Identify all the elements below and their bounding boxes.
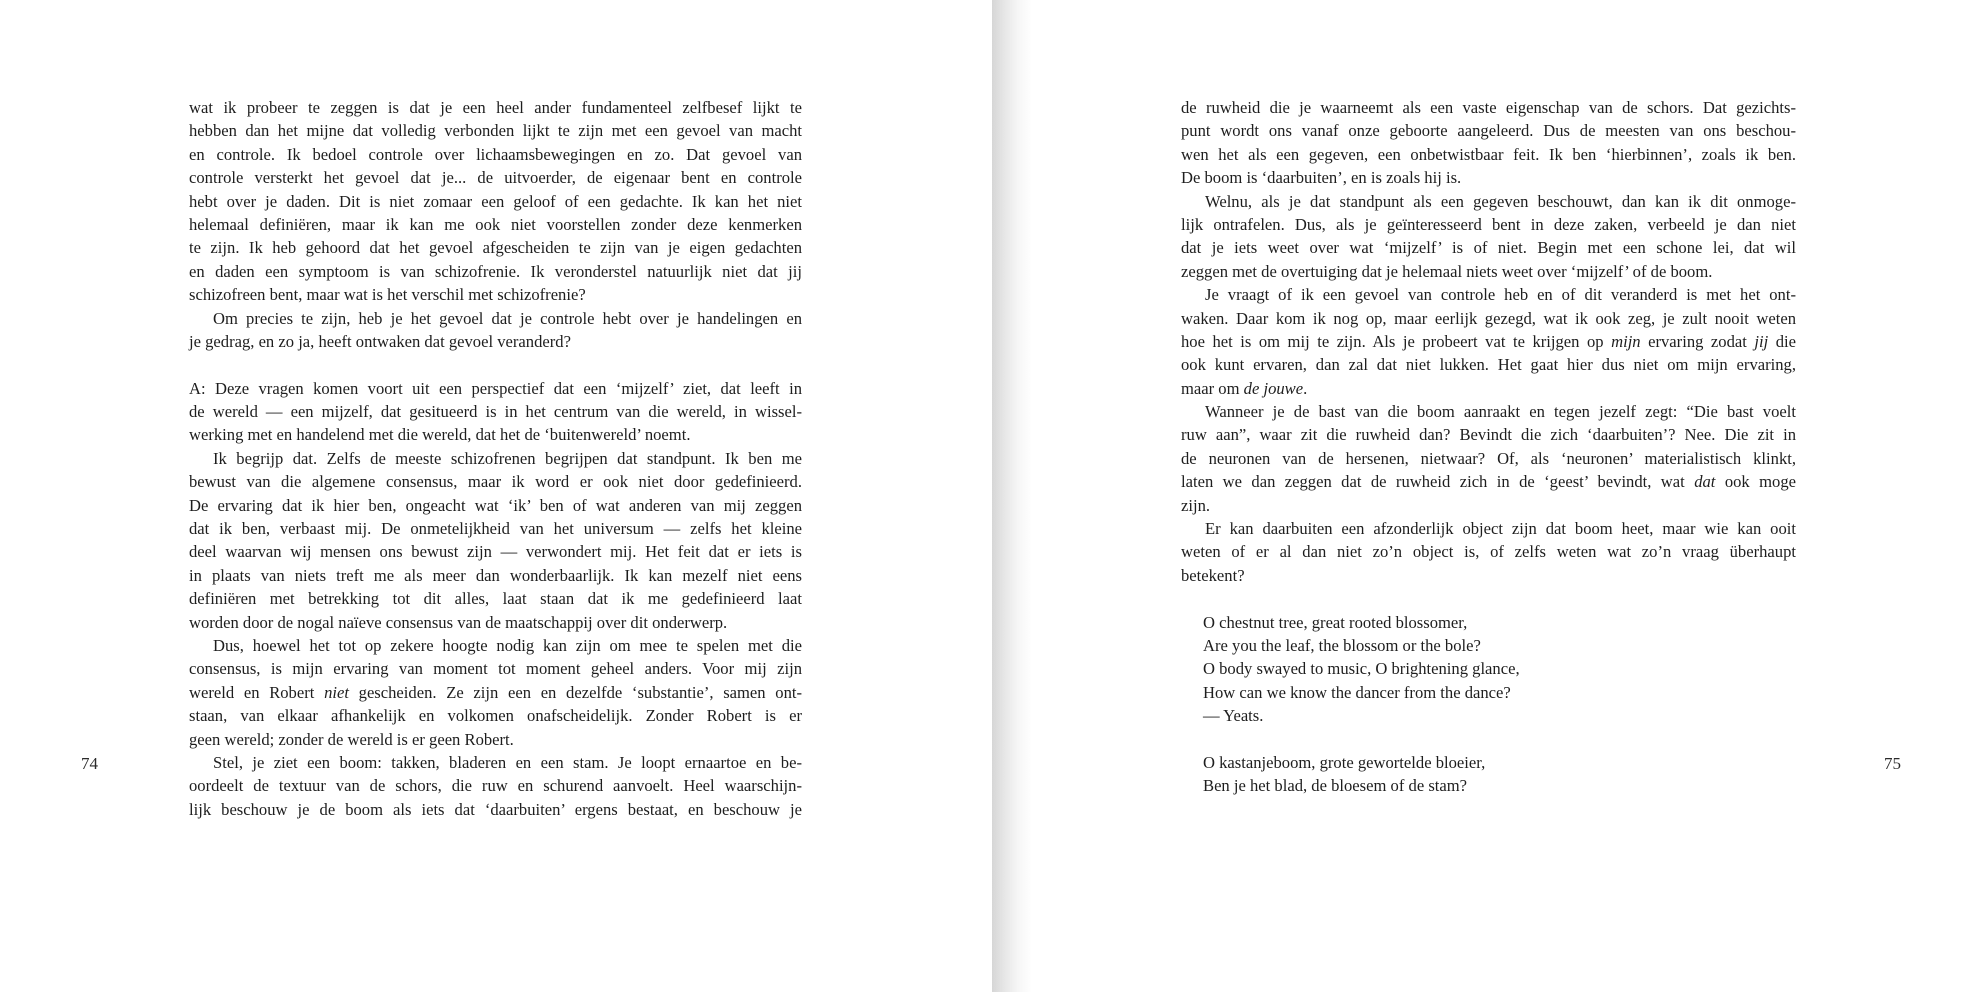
text-line: geen wereld; zonder de wereld is er geen Robert. [189,729,514,749]
text-line: en daden een symptoom is van schizofrenie. Ik veronderstel natuurlijk niet dat jij [189,261,802,281]
text-line: Om precies te zijn, heb je het gevoel dat je controle hebt over je handelingen en [213,308,802,328]
text-run: die [1768,331,1797,351]
text-line: punt wordt ons vanaf onze geboorte aangeleerd. Dus de meesten van ons beschou- [1181,121,1796,141]
text-line: A: Deze vragen komen voort uit een perspectief dat een ‘mijzelf’ ziet, dat leeft in [189,378,802,398]
text-line [189,681,802,704]
right-page-text [1181,96,1796,798]
text-line [1181,377,1796,400]
text-line: ook kunt ervaren, dan zal dat niet lukken. Het gaat hier dus niet om mijn ervaring, [1181,355,1796,375]
gutter-shadow [992,0,1032,992]
text-line [1181,470,1796,493]
text-line: weten of er al dan niet zo’n object is, of zelfs weten wat zo’n vraag überhaupt [1181,542,1796,562]
text-line: hebt over je daden. Dit is niet zomaar een geloof of een gedachte. Ik kan het niet [189,191,802,211]
text-line: oordeelt de textuur van de schors, die ruw en schurend aanvoelt. Heel waarschijn- [189,776,802,796]
text-line: in plaats van niets treft me als meer dan wonderbaarlijk. Ik kan mezelf niet eens [189,565,802,585]
text-line: dat je iets weet over wat ‘mijzelf’ is of niet. Begin met een schone lei, dat wil [1181,238,1796,258]
text-line: je gedrag, en zo ja, heeft ontwaken dat gevoel veranderd? [189,331,571,351]
text-line: lijk beschouw je de boom als iets dat ‘daarbuiten’ ergens bestaat, en beschouw je [189,799,802,819]
text-line: dat ik ben, verbaast mij. De onmetelijkheid van het universum — zelfs het kleine [189,519,802,539]
poem-attribution: — Yeats. [1203,706,1264,726]
italic-emphasis: de jouwe [1243,378,1304,398]
text-line: hebben dan het mijne dat volledig verbonden lijkt te zijn met een gevoel van macht [189,121,802,141]
poem-line: Ben je het blad, de bloesem of de stam? [1203,776,1468,796]
italic-emphasis: jij [1754,331,1769,351]
text-line: Je vraagt of ik een gevoel van controle heb en of dit veranderd is met het ont- [1205,285,1796,305]
text-line: lijk ontrafelen. Dus, als je geïnteresseerd bent in deze zaken, verbeeld je dan niet [1181,214,1796,234]
text-line: Ik begrijp dat. Zelfs de meeste schizofrenen begrijpen dat standpunt. Ik ben me [213,448,802,468]
text-run: . [1303,378,1308,398]
text-line: waken. Daar kom ik nog op, maar eerlijk gezegd, wat ik ook zeg, je zult nooit weten [1181,308,1796,328]
text-line: Er kan daarbuiten een afzonderlijk object zijn dat boom heet, maar wie kan ooit [1205,519,1796,539]
text-line: de neuronen van de hersenen, nietwaar? Of, als ‘neuronen’ materialistisch klinkt, [1181,448,1796,468]
text-line: de ruwheid die je waarneemt als een vaste eigenschap van de schors. Dat gezichts- [1181,98,1796,117]
text-line: helemaal definiëren, maar ik kan me ook niet voorstellen zonder deze kenmerken [189,214,802,234]
text-run: ook moge [1715,472,1796,492]
italic-emphasis: dat [1694,472,1716,492]
text-line: Stel, je ziet een boom: takken, bladeren en een stam. Je loopt ernaartoe en be- [213,752,802,772]
right-page [992,0,1984,992]
text-line: De boom is ‘daarbuiten’, en is zoals hij is. [1181,168,1462,188]
text-line: staan, van elkaar afhankelijk en volkomen onafscheidelijk. Zonder Robert is er [189,706,802,726]
text-line: zijn. [1181,495,1211,515]
text-run: hoe het is om mij te zijn. Als je probeert vat te krijgen op [1181,331,1612,351]
text-line: controle versterkt het gevoel dat je... de uitvoerder, de eigenaar bent en controle [189,168,802,188]
italic-emphasis: niet [324,682,349,702]
text-line: definiëren met betrekking tot dit alles, laat staan dat ik me gedefinieerd laat [189,589,802,609]
text-line: wat ik probeer te zeggen is dat je een heel ander fundamenteel zelfbesef lijkt te [189,98,802,117]
blank-line [1181,587,1796,610]
text-run: wereld en Robert [189,682,325,702]
text-line: consensus, is mijn ervaring van moment tot moment geheel anders. Voor mij zijn [189,659,802,679]
text-run: ervaring zodat [1640,331,1755,351]
poem-line: O chestnut tree, great rooted blossomer, [1203,612,1468,632]
poem-line: Are you the leaf, the blossom or the bole? [1203,635,1481,655]
text-line: De ervaring dat ik hier ben, ongeacht wat ‘ik’ ben of wat anderen van mij zeggen [189,495,802,515]
text-line: worden door de nogal naïeve consensus van de maatschappij over dit onderwerp. [189,612,728,632]
text-line: deel waarvan wij mensen ons bewust zijn — verwondert mij. Het feit dat er iets is [189,542,802,562]
text-line: ruw aan”, waar zit die ruwheid dan? Bevindt die zich ‘daarbuiten’? Nee. Die zit in [1181,425,1796,445]
text-line: betekent? [1181,565,1245,585]
page-number: 74 [81,754,98,773]
text-line: de wereld — een mijzelf, dat gesitueerd is in het centrum van die wereld, in wissel- [189,402,802,422]
text-line [1181,330,1796,353]
text-line: te zijn. Ik heb gehoord dat het gevoel afgescheiden te zijn van je eigen gedachten [189,238,802,258]
poem-line: How can we know the dancer from the dance? [1203,682,1511,702]
text-run: laten we dan zeggen dat de ruwheid zich in de ‘geest’ bevindt, wat [1181,472,1695,492]
text-line: Wanneer je de bast van die boom aanraakt en tegen jezelf zegt: “Die bast voelt [1205,402,1796,422]
text-line: Welnu, als je dat standpunt als een gegeven beschouwt, dan kan ik dit onmoge- [1205,191,1796,211]
blank-line [189,353,802,376]
text-line: Dus, hoewel het tot op zekere hoogte nodig kan zijn om mee te spelen met die [213,635,802,655]
poem-line: O body swayed to music, O brightening glance, [1203,659,1520,679]
italic-emphasis: mijn [1611,331,1641,351]
text-run: gescheiden. Ze zijn een en dezelfde ‘substantie’, samen ont- [348,682,803,702]
blank-line [1181,728,1796,751]
text-line: en controle. Ik bedoel controle over lichaamsbewegingen en zo. Dat gevoel van [189,144,802,164]
left-page-text [189,96,802,821]
text-line: wen het als een gegeven, een onbetwistbaar feit. Ik ben ‘hierbinnen’, zoals ik ben. [1181,144,1796,164]
text-line: schizofreen bent, maar wat is het verschil met schizofrenie? [189,285,586,305]
text-line: zeggen met de overtuiging dat je helemaal niets weet over ‘mijzelf’ of de boom. [1181,261,1713,281]
text-run: maar om [1181,378,1244,398]
page-number: 75 [1884,754,1901,773]
poem-line: O kastanjeboom, grote gewortelde bloeier, [1203,752,1486,772]
text-line: bewust van die algemene consensus, maar ik word er ook niet door gedefinieerd. [189,472,802,492]
text-line: werking met en handelend met die wereld, dat het de ‘buitenwereld’ noemt. [189,425,691,445]
